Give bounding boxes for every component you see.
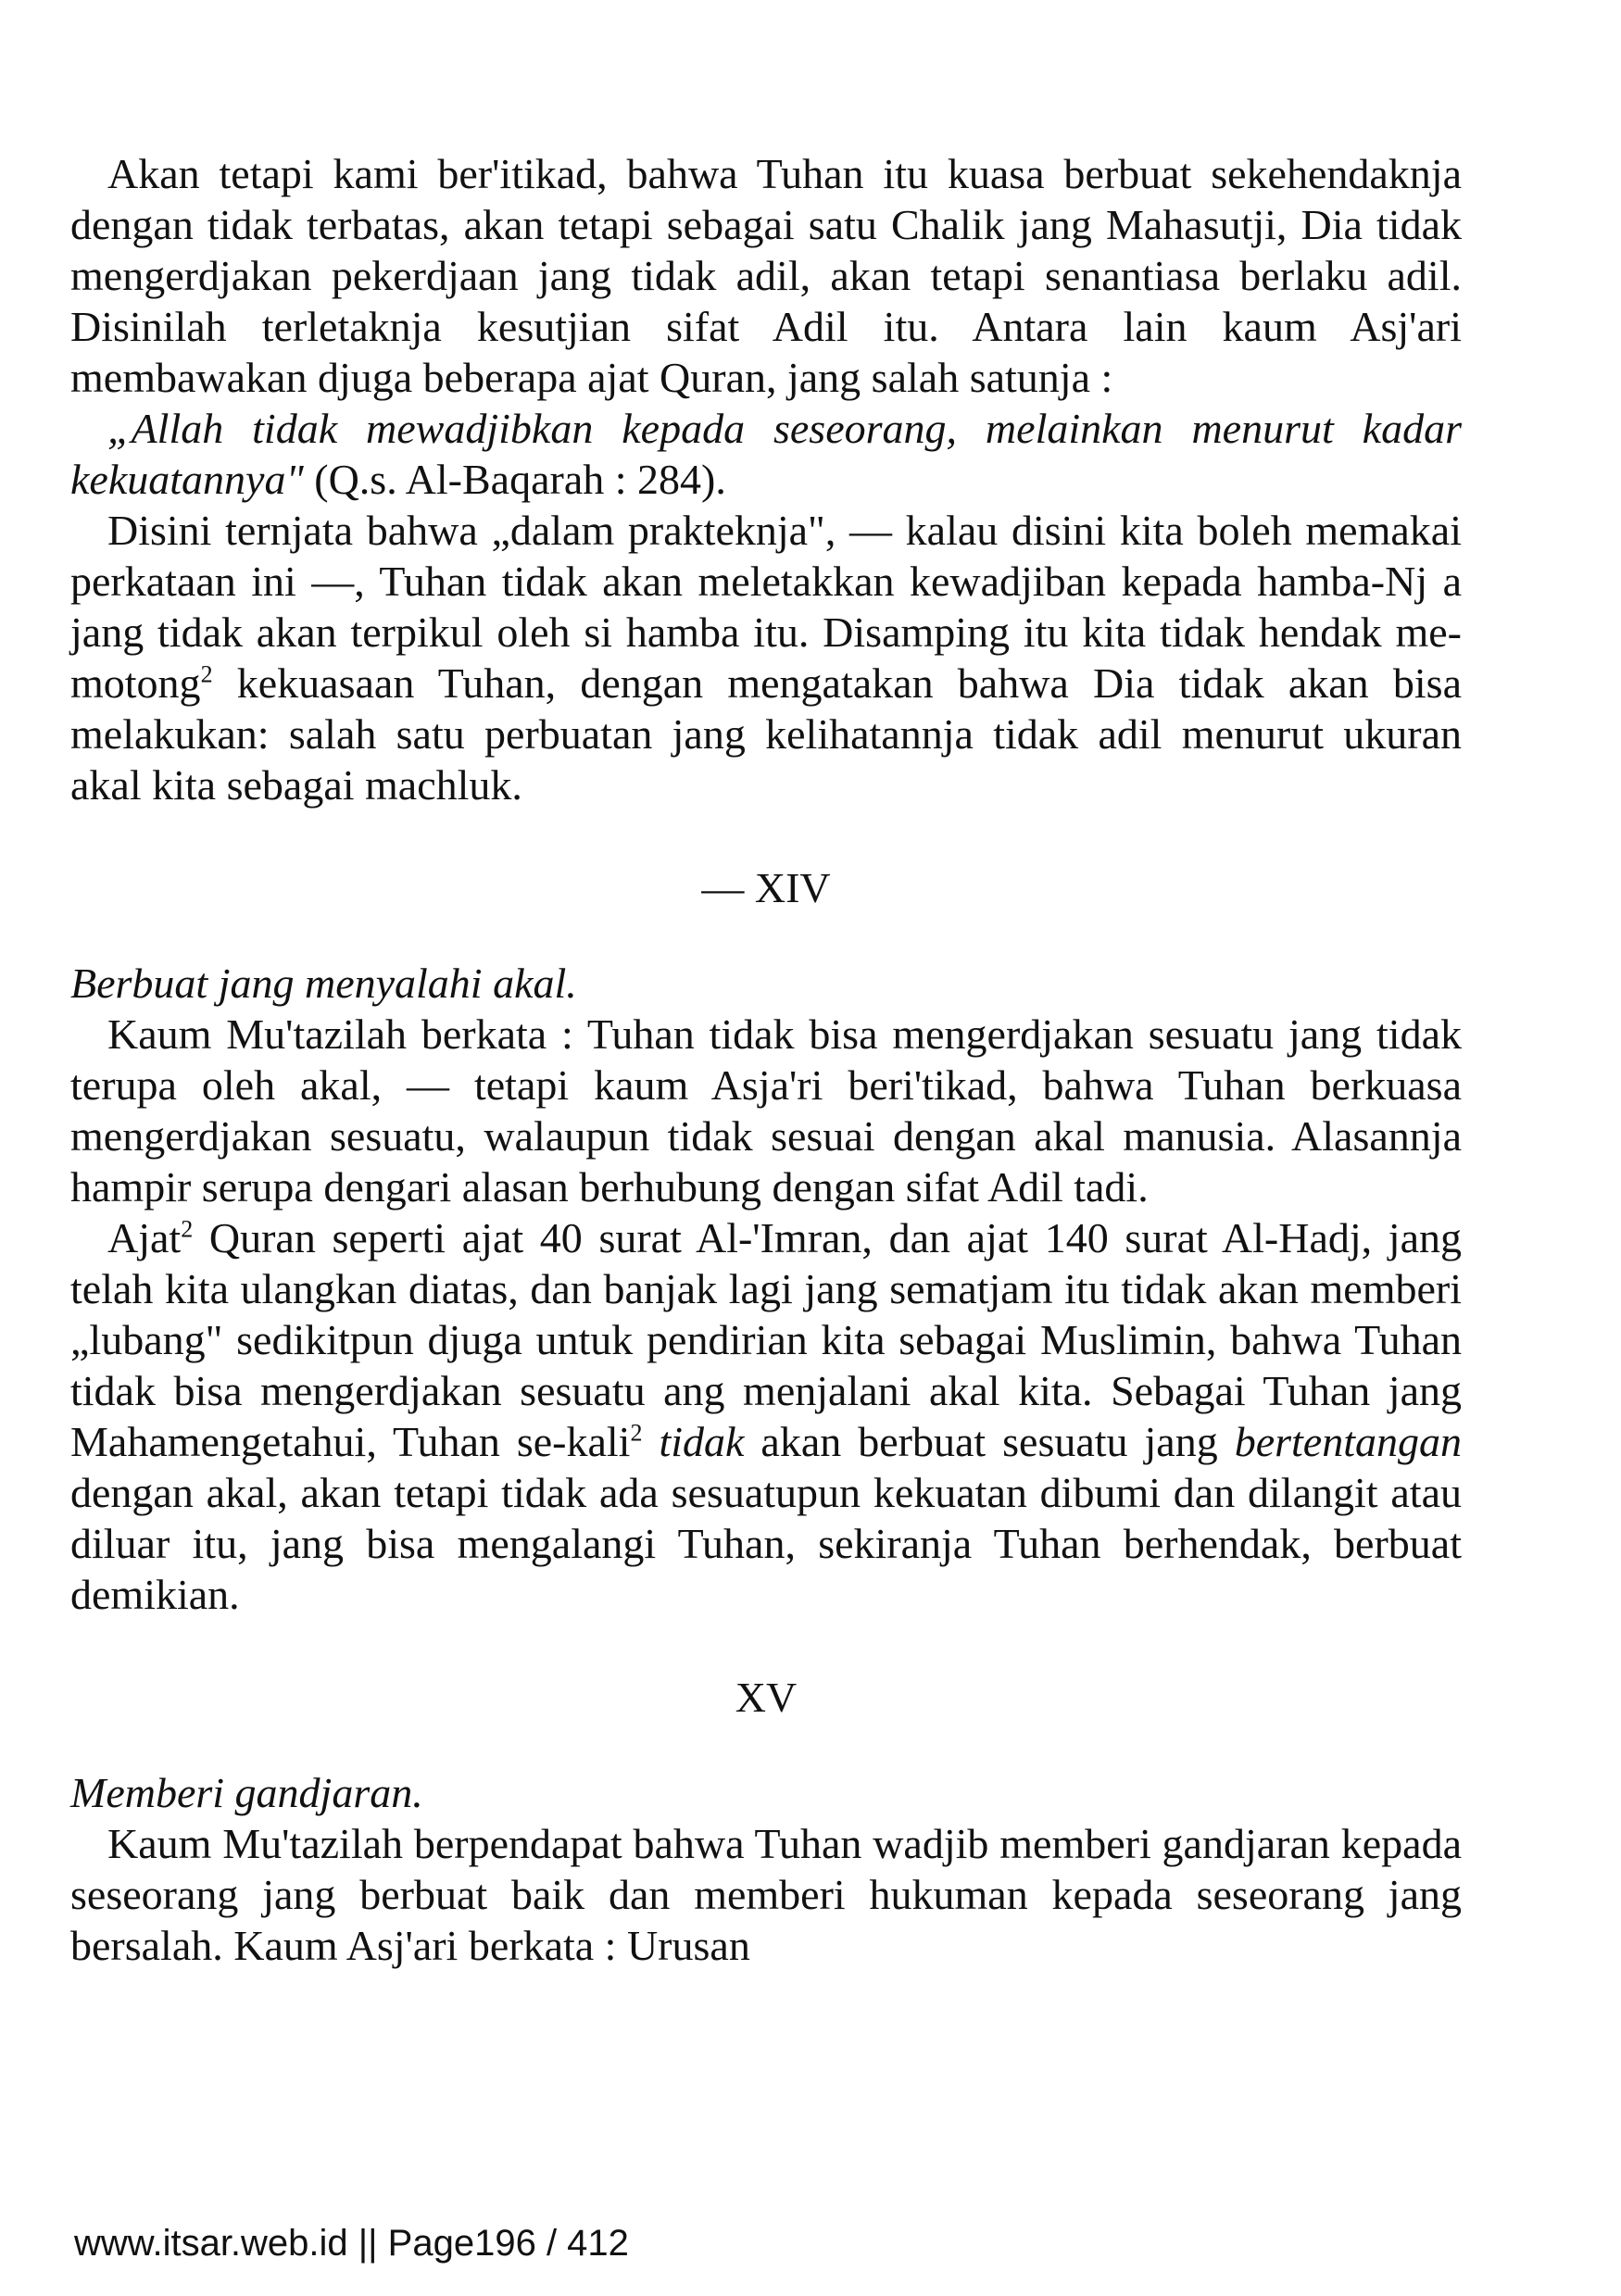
section-subtitle-xiv: Berbuat jang menyalahi akal. <box>70 960 577 1007</box>
page-footer: www.itsar.web.id || Page196 / 412 <box>74 2223 629 2264</box>
emphasis-bertentangan: bertentangan <box>1234 1418 1462 1465</box>
paragraph-intro: Akan tetapi kami ber'itikad, bahwa Tuhan itu kuasa berbuat sekehendaknja dengan tidak terbatas, akan tetapi sebagai satu Chalik jang Mahasutji, Dia tidak mengerdjakan pekerdjaan jang tidak adil, akan tetapi senantiasa berlaku adil. Disinilah terletaknja kesutjian sifat Adil itu. Antara lain kaum Asj'ari membawakan djuga beberapa ajat Quran, jang salah satunja : <box>70 150 1462 401</box>
quran-quote-paragraph <box>70 403 1462 505</box>
footnote-mark: 2 <box>200 660 213 688</box>
paragraph-practice-text-b: kekuasaan Tuhan, dengan mengatakan bahwa Dia tidak akan bisa melakukan: salah satu perbuatan jang kelihatannja tidak adil menurut ukuran akal kita sebagai machluk. <box>70 659 1462 809</box>
emphasis-tidak: tidak <box>659 1418 745 1465</box>
paragraph-ajat-mid: Quran seperti ajat 40 surat Al-'Imran, dan ajat 140 surat Al-Hadj, jang telah kita ulangkan diatas, dan banjak lagi jang sematjam itu tidak akan memberi „lubang" sedikitpun djuga untuk pendirian kita sebagai Muslimin, bahwa Tuhan tidak bisa mengerdjakan sesuatu ang menjalani akal kita. Sebagai Tuhan jang Mahamengetahui, Tuhan se-kali <box>70 1214 1462 1465</box>
section-heading-xv: XV <box>735 1674 798 1721</box>
paragraph-ajat-start: Ajat <box>107 1214 182 1261</box>
paragraph-ajat-quran <box>70 1212 1462 1620</box>
paragraph-ajat-end: dengan akal, akan tetapi tidak ada sesuatupun kekuatan dibumi dan dilangit atau diluar itu, jang bisa mengalangi Tuhan, sekiranja Tuhan berhendak, berbuat demikian. <box>70 1469 1462 1618</box>
section-subtitle-xv: Memberi gandjaran. <box>70 1769 423 1816</box>
paragraph-ajat-mid2: akan berbuat sesuatu jang <box>744 1418 1235 1465</box>
footnote-mark: 2 <box>630 1419 643 1447</box>
paragraph-practice <box>70 505 1462 810</box>
paragraph-mutazilah-akal: Kaum Mu'tazilah berkata : Tuhan tidak bisa mengerdjakan sesuatu jang tidak terupa oleh akal, — tetapi kaum Asja'ri beri'tikad, bahwa Tuhan berkuasa mengerdjakan sesuatu, walaupun tidak sesuai dengan akal manusia. Alasannja hampir serupa dengari alasan berhubung dengan sifat Adil tadi. <box>70 1010 1462 1211</box>
paragraph-practice-text-a: Disini ternjata bahwa „dalam prakteknja", — kalau disini kita boleh memakai perkataan ini —, Tuhan tidak akan meletakkan kewadjiban kepada hamba-Nj a jang tidak akan terpikul oleh si hamba itu. Disamping itu kita tidak hendak me-motong <box>70 507 1462 707</box>
paragraph-ajat-space <box>642 1418 659 1465</box>
paragraph-gandjaran: Kaum Mu'tazilah berpendapat bahwa Tuhan wadjib memberi gandjaran kepada seseorang jang berbuat baik dan memberi hukuman kepada seseorang jang bersalah. Kaum Asj'ari berkata : Urusan <box>70 1820 1462 1969</box>
section-heading-xiv: — XIV <box>701 864 831 911</box>
document-page <box>70 148 1462 1971</box>
quran-quote: „Allah tidak mewadjibkan kepada seseorang, melainkan menurut kadar kekuatannya" <box>70 405 1462 503</box>
quran-reference: (Q.s. Al-Baqarah : 284). <box>303 456 726 503</box>
footnote-mark: 2 <box>181 1215 194 1243</box>
